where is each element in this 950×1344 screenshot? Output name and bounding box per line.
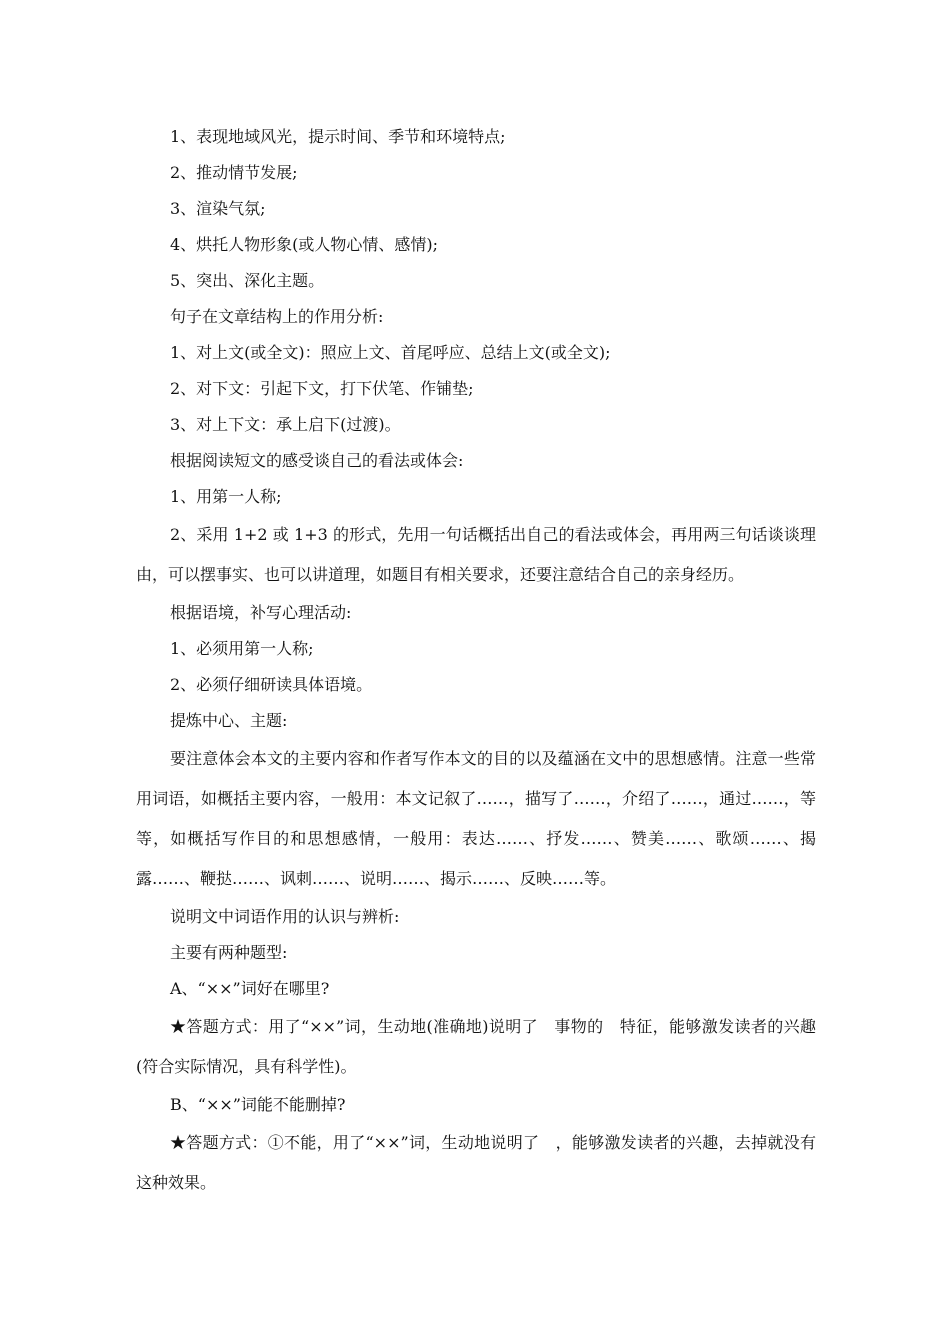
text-line: 1、必须用第一人称; [170,639,314,658]
text-line: 主要有两种题型: [170,943,288,962]
document-body [136,119,816,1203]
text-line: 5、突出、深化主题。 [170,271,325,290]
question-line: B、“××”词能不能删掉? [170,1095,346,1114]
answer-paragraph: ★答题方式：①不能，用了“××”词，生动地说明了 ，能够激发读者的兴趣，去掉就没有这种效果。 [136,1133,816,1192]
section-heading: 说明文中词语作用的认识与辨析: [170,907,400,926]
section-heading: 根据语境，补写心理活动: [170,603,352,622]
text-line: 1、对上文(或全文)：照应上文、首尾呼应、总结上文(或全文); [170,343,611,362]
text-line: 3、渲染气氛; [170,199,266,218]
text-paragraph: 要注意体会本文的主要内容和作者写作本文的目的以及蕴涵在文中的思想感情。注意一些常用词语，如概括主要内容，一般用：本文记叙了……，描写了……，介绍了……，通过……，等等，如概括写作目的和思想感情，一般用：表达……、抒发……、赞美……、歌颂……、揭露……、鞭挞……、讽刺……、说明……、揭示……、反映……等。 [136,749,816,888]
text-paragraph: 2、采用 1+2 或 1+3 的形式，先用一句话概括出自己的看法或体会，再用两三句话谈谈理由，可以摆事实、也可以讲道理，如题目有相关要求，还要注意结合自己的亲身经历。 [136,525,816,584]
section-heading: 提炼中心、主题: [170,711,288,730]
answer-paragraph: ★答题方式：用了“××”词，生动地(准确地)说明了 事物的 特征，能够激发读者的兴趣(符合实际情况，具有科学性)。 [136,1017,816,1076]
text-line: 2、必须仔细研读具体语境。 [170,675,373,694]
text-line: 2、对下文：引起下文，打下伏笔、作铺垫; [170,379,474,398]
text-line: 1、表现地域风光，提示时间、季节和环境特点; [170,127,506,146]
section-heading: 句子在文章结构上的作用分析: [170,307,384,326]
text-line: 1、用第一人称; [170,487,282,506]
text-line: 2、推动情节发展; [170,163,298,182]
question-line: A、“××”词好在哪里? [170,979,330,998]
section-heading: 根据阅读短文的感受谈自己的看法或体会: [170,451,464,470]
text-line: 4、烘托人物形象(或人物心情、感情); [170,235,439,254]
text-line: 3、对上下文：承上启下(过渡)。 [170,415,401,434]
